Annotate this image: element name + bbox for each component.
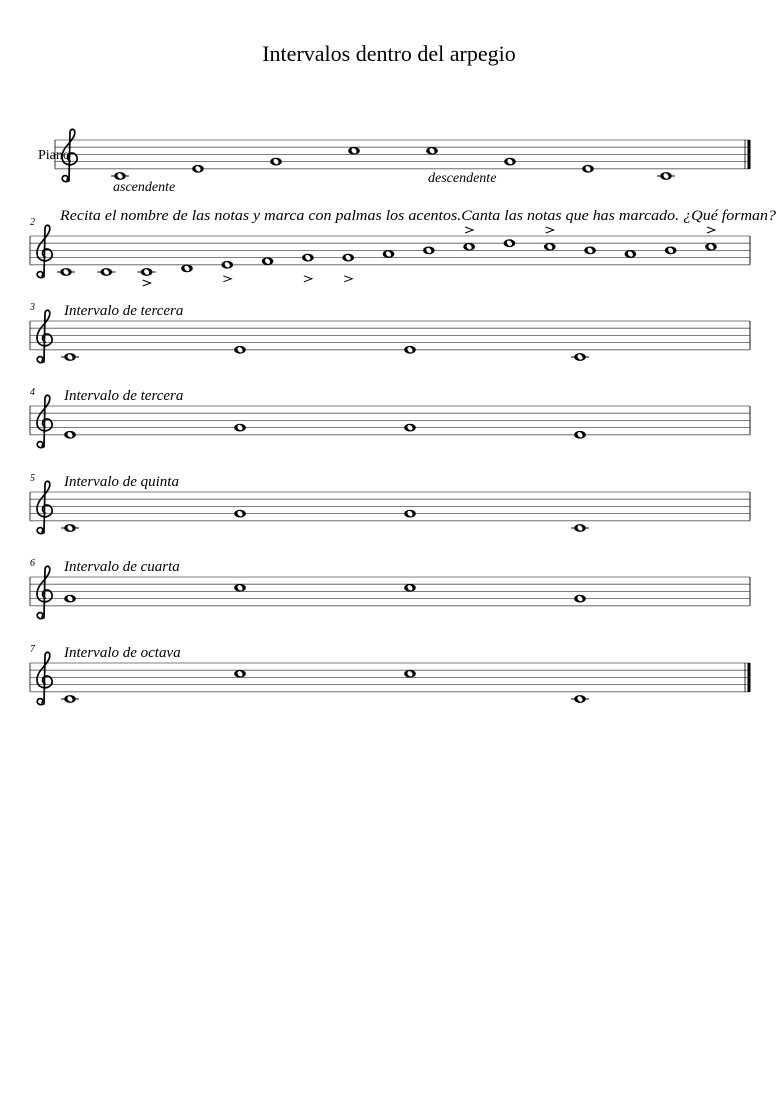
whole-note-D5	[504, 239, 516, 247]
whole-note-C5	[544, 243, 556, 251]
whole-note-G4	[64, 595, 76, 603]
whole-note-C4	[138, 268, 156, 276]
interval-label: Intervalo de tercera	[64, 303, 184, 319]
whole-note-C4	[57, 268, 75, 276]
whole-note-C5	[234, 584, 246, 592]
measure-number: 7	[30, 644, 35, 655]
staff-system	[30, 558, 750, 619]
treble-clef-icon	[37, 652, 52, 704]
accent-mark-icon	[304, 276, 312, 282]
whole-note-G4	[342, 254, 354, 262]
measure-number: 6	[30, 558, 35, 569]
interval-label: Intervalo de quinta	[64, 474, 179, 490]
whole-note-G4	[574, 595, 586, 603]
whole-note-B4	[584, 247, 596, 255]
staff-system	[30, 644, 750, 705]
whole-note-E4	[234, 346, 246, 354]
accent-mark-icon	[223, 276, 231, 282]
whole-note-C5	[234, 670, 246, 678]
whole-note-G4	[404, 510, 416, 518]
direction-text: descendente	[428, 170, 497, 186]
whole-note-G4	[234, 510, 246, 518]
whole-note-C4	[111, 172, 129, 180]
staff-system	[30, 473, 750, 534]
measure-number: 2	[30, 217, 35, 228]
whole-note-E4	[192, 165, 204, 173]
whole-note-E4	[404, 346, 416, 354]
staff-system	[30, 208, 777, 286]
whole-note-C4	[571, 524, 589, 532]
instrument-name: Piano	[38, 148, 70, 163]
whole-note-B4	[423, 247, 435, 255]
accent-mark-icon	[546, 227, 554, 233]
whole-note-C5	[705, 243, 717, 251]
whole-note-C5	[404, 670, 416, 678]
whole-note-C4	[61, 695, 79, 703]
measure-number: 5	[30, 473, 35, 484]
whole-note-C4	[571, 353, 589, 361]
staff-system	[55, 129, 750, 195]
interval-label: Intervalo de tercera	[64, 388, 184, 404]
instruction-text: Recita el nombre de las notas y marca con palmas los acentos.Canta las notas que has marcado. ¿Qué forman?	[58, 208, 777, 224]
whole-note-F4	[262, 257, 274, 265]
accent-mark-icon	[344, 276, 352, 282]
whole-note-G4	[404, 424, 416, 432]
treble-clef-icon	[37, 481, 52, 533]
whole-note-A4	[383, 250, 395, 258]
accent-mark-icon	[465, 227, 473, 233]
whole-note-C4	[61, 353, 79, 361]
whole-note-G4	[302, 254, 314, 262]
whole-note-G4	[234, 424, 246, 432]
whole-note-A4	[625, 250, 637, 258]
whole-note-C4	[657, 172, 675, 180]
treble-clef-icon	[37, 225, 52, 277]
direction-text: ascendente	[113, 179, 176, 195]
accent-mark-icon	[143, 280, 151, 286]
whole-note-E4	[574, 431, 586, 439]
whole-note-C4	[61, 524, 79, 532]
score-title: Intervalos dentro del arpegio	[262, 41, 516, 66]
whole-note-B4	[665, 247, 677, 255]
whole-note-G4	[270, 158, 282, 166]
interval-label: Intervalo de cuarta	[64, 559, 180, 575]
treble-clef-icon	[37, 566, 52, 618]
measure-number: 3	[30, 302, 35, 313]
whole-note-C5	[404, 584, 416, 592]
whole-note-C5	[463, 243, 475, 251]
interval-label: Intervalo de octava	[64, 645, 181, 661]
treble-clef-icon	[37, 310, 52, 362]
whole-note-E4	[221, 261, 233, 269]
staff-system	[29, 302, 750, 363]
whole-note-D4	[181, 265, 193, 273]
whole-note-E4	[64, 431, 76, 439]
whole-note-E4	[582, 165, 594, 173]
accent-mark-icon	[707, 227, 715, 233]
measure-number: 4	[30, 387, 35, 398]
whole-note-G4	[504, 158, 516, 166]
staff-system	[30, 387, 750, 448]
whole-note-C4	[97, 268, 115, 276]
treble-clef-icon	[37, 395, 52, 447]
whole-note-C5	[348, 147, 360, 155]
whole-note-C4	[571, 695, 589, 703]
whole-note-C5	[426, 147, 438, 155]
